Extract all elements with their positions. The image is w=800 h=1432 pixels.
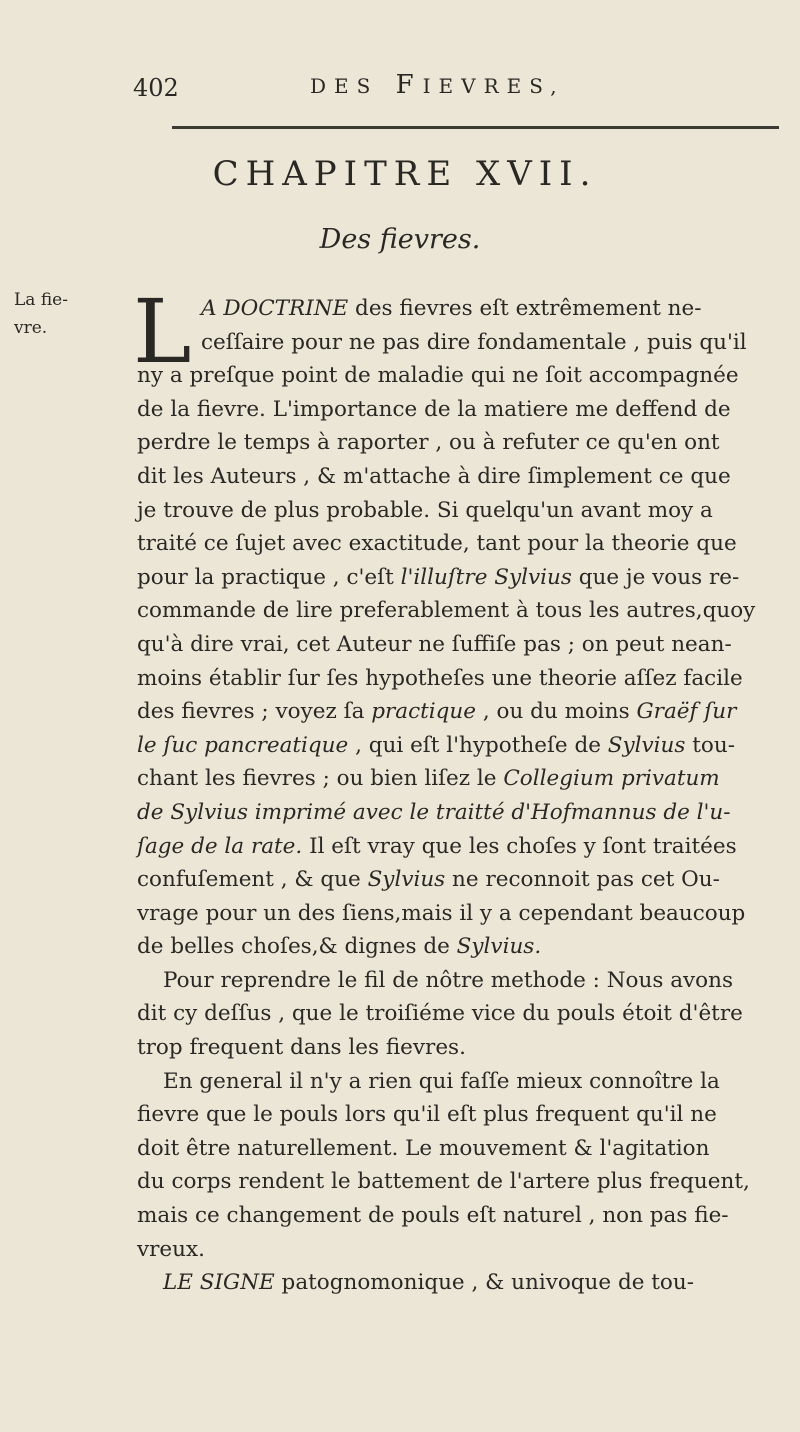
text-line: [137, 1098, 797, 1132]
text-span: vrage pour un des ſiens,mais il y a cependant beaucoup: [137, 900, 746, 926]
text-line: [137, 897, 797, 931]
text-span: pour la practique , c'eſt: [137, 564, 401, 590]
text-line: [137, 1065, 797, 1099]
text-span: , ou du moins: [476, 699, 637, 725]
text-line: [137, 292, 797, 326]
text-line: [137, 762, 797, 796]
text-span: Il eſt vray que les choſes y ſont traitées: [302, 833, 737, 859]
text-span: Pour reprendre le fil de nôtre methode : Nous avons: [163, 967, 733, 993]
body-text: [137, 292, 797, 1300]
text-span: des fievres eſt extrêmement ne-: [348, 296, 702, 321]
text-span: du corps rendent le battement de l'artere plus frequent,: [137, 1169, 750, 1195]
text-line: [137, 460, 797, 494]
text-span: chant les fievres ; ou bien liſez le: [137, 766, 504, 792]
text-line: [137, 1165, 797, 1199]
text-span: traité ce ſujet avec exactitude, tant pour la theorie que: [137, 531, 737, 557]
text-italic: LE SIGNE: [163, 1270, 275, 1296]
text-italic: Sylvius.: [456, 934, 542, 960]
margin-note-line: La fie-: [14, 290, 68, 310]
text-span: confuſement , & que: [137, 867, 368, 893]
text-italic: Sylvius: [367, 867, 446, 893]
text-span: dit cy deſſus , que le troiſiéme vice du pouls étoit d'être: [137, 1001, 743, 1027]
text-line: [137, 1199, 797, 1233]
text-line: [137, 662, 797, 696]
text-line: [137, 695, 797, 729]
text-line: [137, 930, 797, 964]
text-line: [137, 830, 797, 864]
text-italic: practique: [371, 699, 476, 725]
text-line: [137, 393, 797, 427]
text-italic: Collegium privatum: [503, 766, 720, 792]
text-line: [137, 1031, 797, 1065]
header-rule: [172, 126, 779, 129]
text-italic: ſage de la rate.: [137, 833, 303, 859]
text-span: de belles choſes,& dignes de: [137, 934, 457, 960]
text-span: je trouve de plus probable. Si quelqu'un avant moy a: [137, 497, 713, 523]
text-line: [137, 359, 797, 393]
running-title-prefix: DES: [310, 74, 379, 98]
page-number: 402: [133, 74, 179, 102]
text-line: [137, 527, 797, 561]
text-line: [137, 326, 797, 360]
running-title-initial: F: [395, 70, 423, 100]
text-line: [137, 964, 797, 998]
text-span: trop frequent dans les fievres.: [137, 1035, 466, 1061]
text-span: ne reconnoit pas cet Ou-: [445, 867, 720, 893]
chapter-title: CHAPITRE XVII.: [212, 154, 598, 194]
drop-cap: L: [133, 280, 192, 383]
running-title-rest: IEVRES,: [422, 74, 565, 98]
text-span: En general il n'y a rien qui faſſe mieux connoître la: [163, 1068, 720, 1094]
text-italic: A DOCTRINE: [201, 296, 349, 321]
text-line: [137, 426, 797, 460]
text-span: perdre le temps à raporter , ou à refuter ce qu'en ont: [137, 430, 720, 456]
text-line: [137, 628, 797, 662]
text-span: patognomonique , & univoque de tou-: [274, 1270, 694, 1296]
text-line: [137, 561, 797, 595]
text-line: [137, 729, 797, 763]
text-span: ceſſaire pour ne pas dire fondamentale , puis qu'il: [201, 329, 747, 355]
text-span: ny a preſque point de maladie qui ne ſoit accompagnée: [137, 363, 739, 389]
text-line: [137, 1266, 797, 1300]
text-span: tou-: [685, 732, 735, 758]
text-span: vreux.: [137, 1236, 205, 1262]
chapter-subtitle: Des fievres.: [319, 224, 481, 255]
text-italic: Sylvius: [607, 732, 686, 758]
text-span: des fievres ; voyez ſa: [137, 699, 372, 725]
text-span: mais ce changement de pouls eſt naturel , non pas fie-: [137, 1203, 729, 1229]
text-span: moins établir ſur ſes hypotheſes une theorie aſſez facile: [137, 665, 743, 691]
text-line: [137, 594, 797, 628]
text-span: que je vous re-: [571, 564, 740, 590]
text-line: [137, 1132, 797, 1166]
text-span: dit les Auteurs , & m'attache à dire ſimplement ce que: [137, 463, 731, 489]
text-line: [137, 494, 797, 528]
text-line: [137, 796, 797, 830]
text-line: [137, 1233, 797, 1267]
text-span: qu'à dire vrai, cet Auteur ne ſuffiſe pas ; on peut nean-: [137, 631, 732, 657]
text-italic: Graëf ſur: [636, 699, 737, 725]
text-italic: le ſuc pancreatique: [137, 732, 349, 758]
text-line: [137, 997, 797, 1031]
text-italic: de Sylvius imprimé avec le traitté d'Hofmannus de l'u-: [137, 799, 731, 825]
text-italic: l'illuſtre Sylvius: [400, 564, 572, 590]
margin-note: [14, 286, 68, 342]
text-span: fievre que le pouls lors qu'il eſt plus frequent qu'il ne: [137, 1102, 717, 1128]
text-line: [137, 863, 797, 897]
text-span: de la fievre. L'importance de la matiere me deffend de: [137, 396, 731, 422]
margin-note-line: vre.: [14, 318, 48, 338]
text-span: , qui eſt l'hypotheſe de: [348, 732, 608, 758]
running-head: [0, 70, 800, 110]
text-span: doit être naturellement. Le mouvement & l'agitation: [137, 1135, 710, 1161]
running-title: [310, 70, 565, 100]
text-span: commande de lire preferablement à tous les autres,quoy: [137, 598, 756, 624]
